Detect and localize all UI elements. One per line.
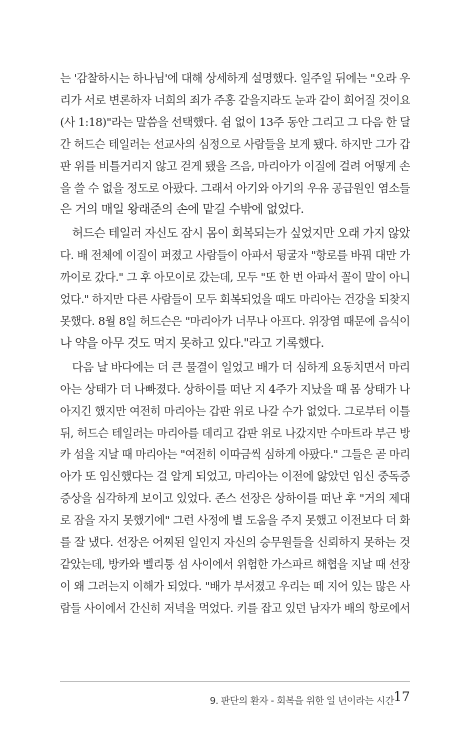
paragraph-2 — [60, 223, 410, 354]
page-number: 17 — [393, 690, 410, 705]
paragraph-3 — [60, 357, 410, 620]
text-line: 를 잘 냈다. 선장은 어찌된 일인지 자신의 승무원들을 신뢰하지 못하는 것 — [60, 535, 410, 550]
paragraph-1 — [60, 68, 410, 221]
text-line: 는 '감찰하시는 하나님'에 대해 상세하게 설명했다. 일주일 뒤에는 "오라 우 — [60, 71, 410, 85]
text-line: 다. 배 전체에 이질이 퍼졌고 사람들이 아파서 뒹굴자 "항로를 바꿔 대만 가 — [60, 249, 410, 263]
text-line: 아가 또 임신했다는 걸 알게 되었고, 마리아는 이전에 앓았던 임신 중독증 — [60, 469, 410, 484]
text-line: 을 쓸 수 없을 정도로 아팠다. 그래서 아기와 아기의 우유 공급원인 염소들 — [60, 180, 410, 195]
text-line: 같았는데, 방카와 벨리퉁 섬 사이에서 위험한 가스파르 해협을 지날 때 선장 — [60, 557, 410, 571]
text-line: 간 허드슨 테일러는 선교사의 심정으로 사람들을 보게 됐다. 하지만 그가 갑 — [60, 137, 410, 151]
text-line: 뒤, 허드슨 테일러는 마리아를 데리고 갑판 위로 나갔지만 수마트라 부근 방 — [60, 426, 410, 440]
text-line: 카 섬을 지날 때 마리아는 "여전히 이따금씩 심하게 아팠다." 그들은 곧 마리 — [60, 448, 410, 462]
text-line: 나 약을 아무 것도 먹지 못하고 있다."라고 기록했다. — [60, 335, 324, 350]
footer-divider — [60, 681, 410, 682]
text-line: 람들 사이에서 간신히 저녁을 먹었다. 키를 잡고 있던 남자가 배의 항로에서 — [60, 601, 410, 615]
running-title: 9. 판단의 환자 - 회복을 위한 일 년이라는 시간 — [209, 696, 394, 707]
text-line: 이 왜 그러는지 이해가 되었다. "배가 부서졌고 우리는 떼 지어 있는 많은 사 — [60, 579, 410, 593]
text-line: 리가 서로 변론하자 너희의 죄가 주홍 같을지라도 눈과 같이 희어질 것이요 — [60, 92, 410, 107]
text-line: 었다." 하지만 다른 사람들이 모두 회복되었을 때도 마리아는 건강을 되찾지 — [60, 293, 410, 307]
text-line: 증상을 심각하게 보이고 있었다. 존스 선장은 상하이를 떠난 후 "거의 제대 — [60, 491, 410, 506]
text-line: 못했다. 8월 8일 허드슨은 "마리아가 너무나 아프다. 위장염 때문에 음식이 — [60, 314, 410, 328]
text-line: 허드슨 테일러 자신도 잠시 몸이 회복되는가 싶었지만 오래 가지 않았 — [72, 226, 410, 241]
text-line: 로 잠을 자지 못했기에" 그런 사정에 별 도움을 주지 못했고 이전보다 더 화 — [60, 514, 410, 528]
text-line: 다음 날 바다에는 더 큰 물결이 일었고 배가 더 심하게 요동치면서 마리 — [72, 359, 410, 374]
text-line: 은 거의 매일 왕래준의 손에 맡길 수밖에 없었다. — [60, 202, 304, 217]
text-line: 판 위를 비틀거리지 않고 걷게 됐을 즈음, 마리아가 이질에 걸려 어떻게 손 — [60, 158, 410, 173]
body-text — [60, 68, 410, 620]
text-line: 까이로 갔다." 그 후 아모이로 갔는데, 모두 "또 한 번 아파서 꼴이 말이 아니 — [60, 271, 410, 285]
text-line: 아는 상태가 더 나빠졌다. 상하이를 떠난 지 4주가 지났을 때 몸 상태가 나 — [60, 381, 410, 396]
text-line: 아지긴 했지만 여전히 마리아는 갑판 위로 나갈 수가 없었다. 그로부터 이틀 — [60, 404, 410, 418]
text-line: (사 1:18)"라는 말씀을 선택했다. 쉼 없이 13주 동안 그리고 그 다음 한 달 — [60, 114, 410, 129]
